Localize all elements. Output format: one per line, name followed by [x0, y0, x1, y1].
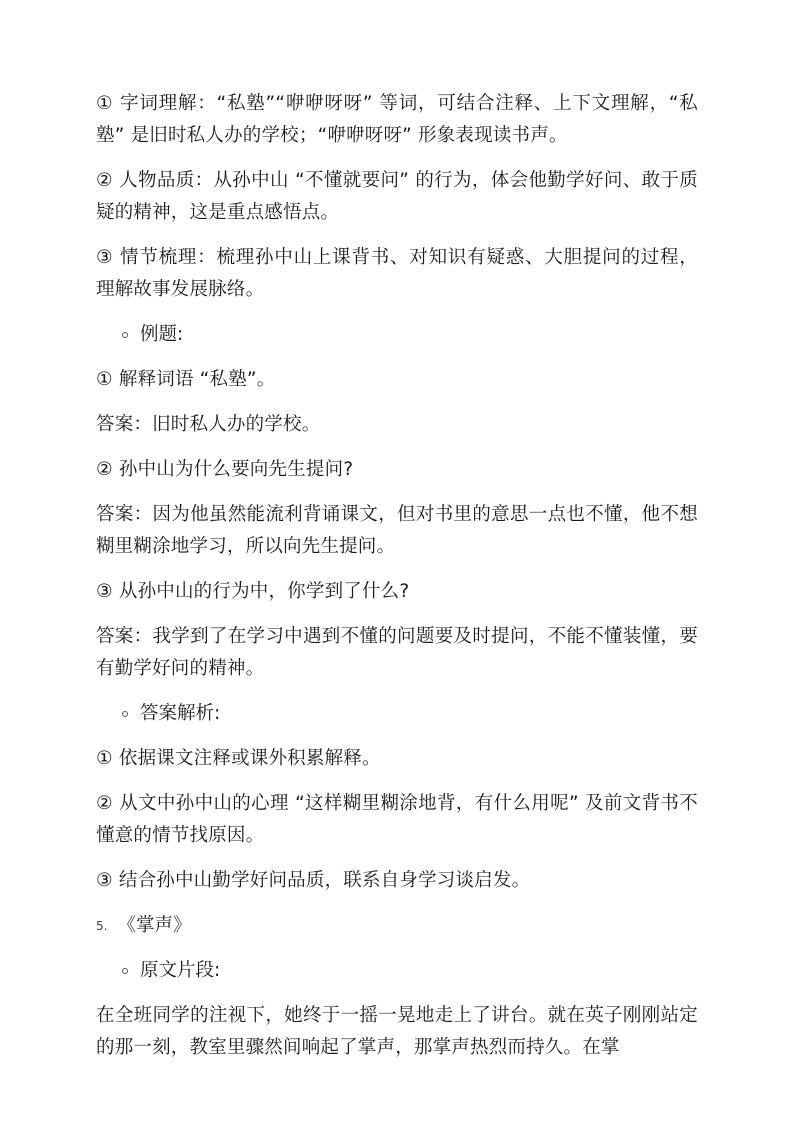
- answer-2: 答案：因为他虽然能流利背诵课文，但对书里的意思一点也不懂，他不想糊里糊涂地学习，所以向先生提问。: [96, 504, 698, 557]
- bullet-circle-icon: [122, 968, 128, 974]
- excerpt-text: 在全班同学的注视下，她终于一摇一晃地走上了讲台。就在英子刚刚站定的那一刻，教室里骤然间响起了掌声，那掌声热烈而持久。在掌: [96, 1005, 698, 1058]
- question-1: ① 解释词语 “私塾”。: [96, 369, 276, 390]
- paragraph-character-quality: ② 人物品质：从孙中山 “不懂就要问” 的行为，体会他勤学好问、敢于质疑的精神，这是重点感悟点。: [96, 170, 698, 223]
- analysis-3: ③ 结合孙中山勤学好问品质，联系自身学习谈启发。: [96, 870, 531, 891]
- paragraph-plot-outline: ③ 情节梳理：梳理孙中山上课背书、对知识有疑惑、大胆提问的过程，理解故事发展脉络。: [96, 247, 698, 300]
- question-2: ② 孙中山为什么要向先生提问?: [96, 459, 354, 480]
- bullet-answer-analysis-label: 答案解析:: [140, 703, 221, 724]
- analysis-2: ② 从文中孙中山的心理 “这样糊里糊涂地背，有什么用呢” 及前文背书不懂意的情节找原因。: [96, 793, 698, 846]
- bullet-answer-analysis: [96, 698, 698, 730]
- analysis-1: ① 依据课文注释或课外积累解释。: [96, 748, 381, 769]
- bullet-circle-icon: [122, 711, 128, 717]
- bullet-examples-label: 例题:: [140, 324, 184, 345]
- bullet-circle-icon: [122, 332, 128, 338]
- section-title: 《掌声》: [117, 915, 192, 936]
- paragraph-word-understanding: ① 字词理解：“私塾”“咿咿呀呀” 等词，可结合注释、上下文理解，“私塾” 是旧时私人办的学校；“咿咿呀呀” 形象表现读书声。: [96, 93, 698, 146]
- answer-3: 答案：我学到了在学习中遇到不懂的问题要及时提问，不能不懂装懂，要有勤学好问的精神。: [96, 626, 698, 679]
- section-heading-applause: [96, 910, 698, 942]
- question-3: ③ 从孙中山的行为中，你学到了什么?: [96, 581, 410, 602]
- section-number: 5.: [96, 919, 108, 933]
- bullet-original-excerpt: [96, 955, 698, 987]
- bullet-original-excerpt-label: 原文片段:: [140, 960, 221, 981]
- answer-1: 答案：旧时私人办的学校。: [96, 414, 321, 435]
- bullet-examples: [96, 319, 698, 351]
